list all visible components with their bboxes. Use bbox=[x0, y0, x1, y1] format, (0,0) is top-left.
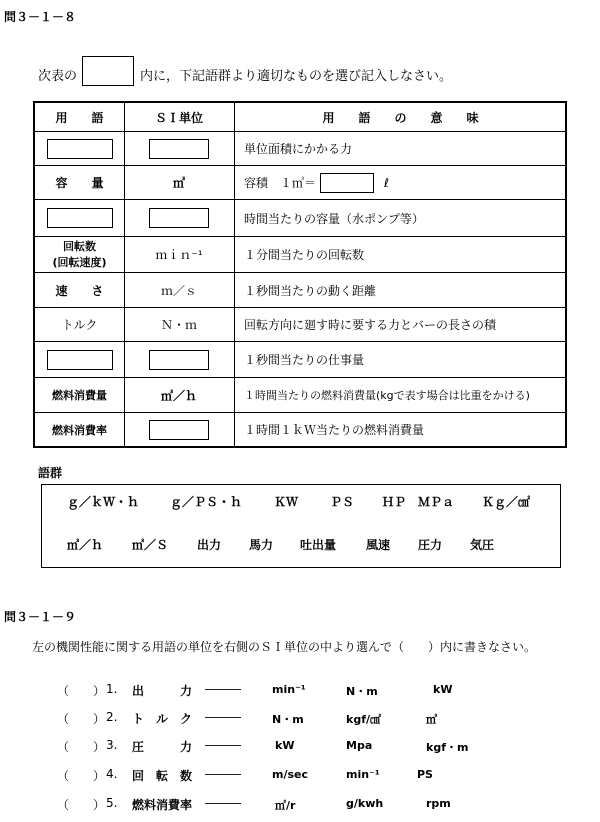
answer-paren[interactable]: （ ） bbox=[57, 712, 106, 726]
unit-cell bbox=[124, 132, 234, 165]
term-cell: トルク bbox=[61, 318, 98, 332]
item-number: 2. bbox=[106, 710, 118, 724]
unit-option: m/sec bbox=[272, 768, 309, 781]
word-option: ＨＰ bbox=[382, 495, 407, 509]
unit-option: ㎥ bbox=[426, 713, 437, 726]
term-cell bbox=[35, 200, 124, 236]
word-option: ｇ／ｋＷ・ｈ bbox=[67, 495, 140, 509]
word-option: ｇ／ＰＳ・ｈ bbox=[170, 495, 243, 509]
unit-cell: ㎥ bbox=[172, 176, 185, 190]
header-meaning: 用 語 の 意 味 bbox=[322, 110, 479, 125]
item-term: 圧 力 bbox=[132, 740, 193, 754]
dash: ――― bbox=[205, 796, 241, 810]
answer-box[interactable] bbox=[47, 350, 113, 370]
unit-option: min⁻¹ bbox=[346, 768, 380, 781]
header-si-unit: ＳＩ単位 bbox=[154, 110, 203, 125]
unit-option: rpm bbox=[426, 797, 451, 810]
unit-option: kgf/㎠ bbox=[346, 713, 381, 726]
dash: ――― bbox=[205, 710, 241, 724]
unit-cell bbox=[124, 413, 234, 446]
word-group-box bbox=[41, 484, 561, 568]
terms-table bbox=[33, 101, 567, 448]
term-cell bbox=[35, 132, 124, 165]
word-option: 吐出量 bbox=[300, 538, 337, 552]
meaning-cell bbox=[234, 166, 567, 199]
answer-box[interactable] bbox=[149, 420, 209, 440]
answer-paren[interactable]: （ ） bbox=[57, 740, 106, 754]
header-term: 用 語 bbox=[55, 110, 104, 125]
item-number: 5. bbox=[106, 796, 118, 810]
item-term: 燃料消費率 bbox=[132, 798, 193, 812]
term-cell: 速 さ bbox=[55, 283, 104, 298]
word-option: ㎥／ｈ bbox=[67, 538, 104, 552]
instruction: 左の機関性能に関する用語の単位を右側のＳＩ単位の中より選んで（ ）内に書きなさい。 bbox=[32, 640, 537, 654]
answer-box[interactable] bbox=[320, 173, 374, 193]
item-term: 回 転 数 bbox=[132, 769, 193, 783]
meaning-cell: 単位面積にかかる力 bbox=[244, 142, 353, 156]
question-heading-3-1-8: 問３－１－８ bbox=[4, 10, 77, 24]
word-option: ＭＰａ bbox=[418, 495, 455, 509]
unit-cell: ｍｉｎ⁻¹ bbox=[155, 248, 203, 262]
unit-option: N・m bbox=[272, 713, 304, 726]
word-option: Ｋｇ／㎠ bbox=[482, 495, 531, 509]
unit-option: N・m bbox=[346, 685, 378, 698]
answer-box[interactable] bbox=[149, 350, 209, 370]
word-option: 圧力 bbox=[418, 538, 443, 552]
liter-symbol: ℓ bbox=[384, 175, 389, 190]
answer-paren[interactable]: （ ） bbox=[57, 769, 106, 783]
unit-option: kgf・m bbox=[426, 741, 469, 754]
instruction-suffix: 内に，下記語群より適切なものを選び記入しなさい。 bbox=[140, 69, 453, 84]
unit-option: g/kwh bbox=[346, 797, 384, 810]
item-term: ト ル ク bbox=[132, 712, 193, 726]
answer-box[interactable] bbox=[47, 139, 113, 159]
word-option: ＰＳ bbox=[330, 495, 355, 509]
unit-option: kW bbox=[275, 739, 295, 752]
dash: ――― bbox=[205, 767, 241, 781]
unit-option: kW bbox=[433, 683, 453, 696]
meaning-cell: 時間当たりの容量（水ポンプ等） bbox=[244, 211, 425, 226]
term-cell: 容 量 bbox=[55, 176, 104, 190]
meaning-cell: １秒間当たりの動く距離 bbox=[244, 283, 377, 298]
unit-cell bbox=[124, 200, 234, 236]
meaning-cell: １秒間当たりの仕事量 bbox=[244, 353, 365, 367]
unit-cell bbox=[124, 342, 234, 377]
blank-box-example bbox=[82, 56, 134, 86]
meaning-cell: １時間当たりの燃料消費量(kgで表す場合は比重をかける) bbox=[244, 389, 530, 402]
word-option: 気圧 bbox=[470, 538, 495, 552]
meaning-cell: １分間当たりの回転数 bbox=[244, 248, 365, 262]
unit-option: PS bbox=[417, 768, 433, 781]
term-cell bbox=[35, 237, 124, 272]
word-group-title: 語群 bbox=[38, 466, 63, 480]
unit-cell: Ｎ・ｍ bbox=[160, 318, 197, 332]
meaning-cell: １時間１ｋＷ当たりの燃料消費量 bbox=[244, 423, 425, 437]
word-option: ＫＷ bbox=[274, 495, 299, 509]
term-cell bbox=[35, 342, 124, 377]
instruction-prefix: 次表の bbox=[38, 69, 78, 84]
unit-option: ㎥/r bbox=[275, 799, 296, 812]
unit-cell: ｍ／ｓ bbox=[160, 283, 197, 298]
answer-paren[interactable]: （ ） bbox=[57, 798, 106, 812]
term-text: 回転数 bbox=[63, 239, 96, 253]
dash: ――― bbox=[205, 682, 241, 696]
word-option: ㎥／Ｓ bbox=[132, 538, 169, 552]
unit-option: min⁻¹ bbox=[272, 683, 306, 696]
dash: ――― bbox=[205, 738, 241, 752]
answer-box[interactable] bbox=[149, 208, 209, 228]
meaning-cell: 回転方向に廻す時に要する力とバーの長さの積 bbox=[244, 318, 497, 332]
question-heading-3-1-9: 問３－１－９ bbox=[4, 610, 77, 624]
term-subtext: (回転速度) bbox=[52, 255, 107, 269]
item-number: 4. bbox=[106, 767, 118, 781]
word-option: 馬力 bbox=[249, 538, 274, 552]
unit-option: Mpa bbox=[346, 739, 373, 752]
answer-box[interactable] bbox=[47, 208, 113, 228]
item-number: 3. bbox=[106, 738, 118, 752]
meaning-text: 容積 １㎥＝ bbox=[244, 176, 317, 190]
answer-paren[interactable]: （ ） bbox=[57, 684, 106, 698]
item-number: 1. bbox=[106, 682, 118, 696]
term-cell: 燃料消費率 bbox=[52, 423, 107, 437]
unit-cell: ㎥／ｈ bbox=[160, 388, 197, 403]
word-option: 風速 bbox=[366, 538, 391, 552]
term-cell: 燃料消費量 bbox=[52, 389, 107, 402]
answer-box[interactable] bbox=[149, 139, 209, 159]
word-option: 出力 bbox=[197, 538, 222, 552]
item-term: 出 力 bbox=[132, 684, 193, 698]
